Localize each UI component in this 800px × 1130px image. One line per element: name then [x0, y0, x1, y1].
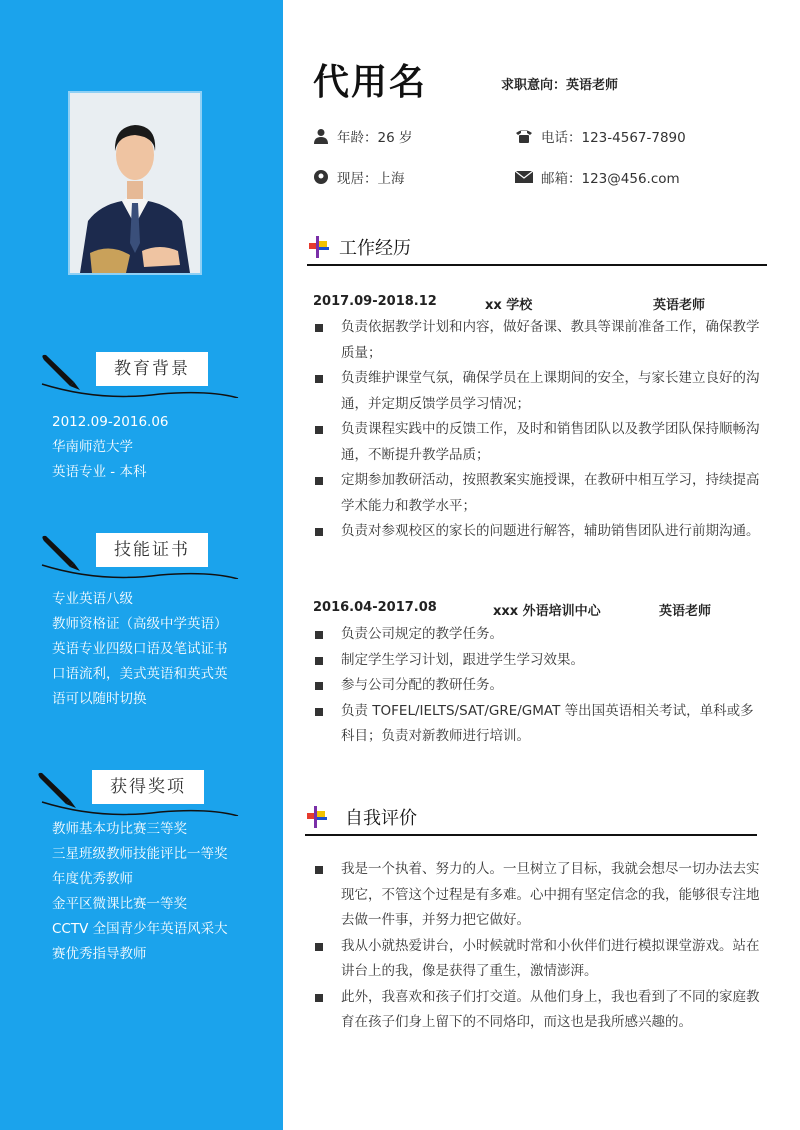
awards-line: 赛优秀指导教师 [52, 946, 147, 962]
job-role: 英语老师 [653, 298, 706, 313]
work-title: 工作经历 [339, 238, 411, 259]
skills-line: 语可以随时切换 [52, 691, 147, 707]
awards-list [52, 817, 228, 967]
section-divider [307, 264, 767, 266]
phone-text: 电话：123-4567-7890 [541, 130, 686, 146]
self-evaluation-list [313, 857, 763, 1036]
phone-info [515, 126, 686, 146]
awards-header [0, 770, 283, 816]
education-line: 英语专业 - 本科 [52, 464, 147, 480]
awards-line: 三星班级教师技能评比一等奖 [52, 846, 228, 862]
self-title: 自我评价 [345, 808, 417, 829]
duty-item: 负责维护课堂气氛，确保学员在上课期间的安全，与家长建立良好的沟通，并定期反馈学员学习情况； [313, 366, 763, 417]
duty-item: 负责公司规定的教学任务。 [313, 622, 763, 648]
skills-line: 专业英语八级 [52, 591, 133, 607]
job-duties [313, 315, 763, 545]
self-section-title [305, 802, 757, 832]
self-item: 此外，我喜欢和孩子们打交道。从他们身上，我也看到了不同的家庭教育在孩子们身上留下的不同烙印，而这也是我所感兴趣的。 [313, 985, 763, 1036]
duty-item: 负责依据教学计划和内容，做好备课、教具等课前准备工作，确保教学质量； [313, 315, 763, 366]
candidate-name: 代用名 [313, 62, 428, 103]
skills-list [52, 587, 228, 712]
skills-line: 英语专业四级口语及笔试证书 [52, 641, 228, 657]
job-org: xxx 外语培训中心 [493, 604, 601, 619]
flag-icon [309, 236, 329, 258]
person-icon [313, 128, 329, 144]
awards-title: 获得奖项 [92, 770, 204, 804]
job-period: 2017.09-2018.12 [313, 294, 437, 309]
education-section [0, 352, 283, 480]
duty-item: 参与公司分配的教研任务。 [313, 673, 763, 699]
flag-icon [307, 806, 327, 828]
duty-item: 负责对参观校区的家长的问题进行解答，辅助销售团队进行前期沟通。 [313, 519, 763, 545]
awards-line: 年度优秀教师 [52, 871, 133, 887]
section-divider [305, 834, 757, 836]
awards-line: 金平区微课比赛一等奖 [52, 896, 187, 912]
self-item: 我从小就热爱讲台，小时候就时常和小伙伴们进行模拟课堂游戏。站在讲台上的我，像是获得了重生，激情澎湃。 [313, 934, 763, 985]
duty-item: 定期参加教研活动，按照教案实施授课，在教研中相互学习，持续提高学术能力和教学水平； [313, 468, 763, 519]
job-intent: 求职意向：英语老师 [501, 78, 619, 93]
underline-curve [40, 372, 240, 398]
profile-photo [68, 91, 202, 275]
education-title: 教育背景 [96, 352, 208, 386]
job-duties [313, 622, 763, 750]
self-item: 我是一个执着、努力的人。一旦树立了目标，我就会想尽一切办法去实现它，不管这个过程是有多难。心中拥有坚定信念的我，能够很专注地去做一件事，并努力把它做好。 [313, 857, 763, 934]
awards-section [0, 770, 283, 962]
education-line: 2012.09-2016.06 [52, 414, 169, 430]
job-period: 2016.04-2017.08 [313, 600, 437, 615]
residence-info [313, 167, 405, 187]
awards-line: CCTV 全国青少年英语风采大 [52, 921, 228, 937]
age-info [313, 126, 412, 146]
job-role: 英语老师 [659, 604, 712, 619]
email-info [515, 167, 680, 187]
duty-item: 制定学生学习计划，跟进学生学习效果。 [313, 648, 763, 674]
job-org: xx 学校 [485, 298, 533, 313]
education-list [52, 410, 169, 485]
skills-section [0, 533, 283, 707]
skills-line: 口语流利，美式英语和英式英 [52, 666, 228, 682]
location-pin-icon [313, 169, 329, 185]
skills-header [0, 533, 283, 579]
duty-item: 负责 TOFEL/IELTS/SAT/GRE/GMAT 等出国英语相关考试，单科或多科目；负责对新教师进行培训。 [313, 699, 763, 750]
envelope-icon [515, 170, 533, 184]
underline-curve [40, 553, 240, 579]
main-content [283, 0, 800, 1130]
phone-icon [515, 128, 533, 144]
underline-curve [40, 790, 240, 816]
sidebar [0, 0, 283, 1130]
residence-text: 现居：上海 [337, 171, 405, 187]
awards-line: 教师基本功比赛三等奖 [52, 821, 187, 837]
age-text: 年龄：26 岁 [337, 130, 413, 146]
duty-item: 负责课程实践中的反馈工作，及时和销售团队以及教学团队保持顺畅沟通，不断提升教学品质； [313, 417, 763, 468]
education-line: 华南师范大学 [52, 439, 133, 455]
skills-line: 教师资格证（高级中学英语） [52, 616, 228, 632]
education-header [0, 352, 283, 398]
email-text: 邮箱：123@456.com [541, 171, 680, 187]
work-section-title [307, 232, 767, 262]
skills-title: 技能证书 [96, 533, 208, 567]
